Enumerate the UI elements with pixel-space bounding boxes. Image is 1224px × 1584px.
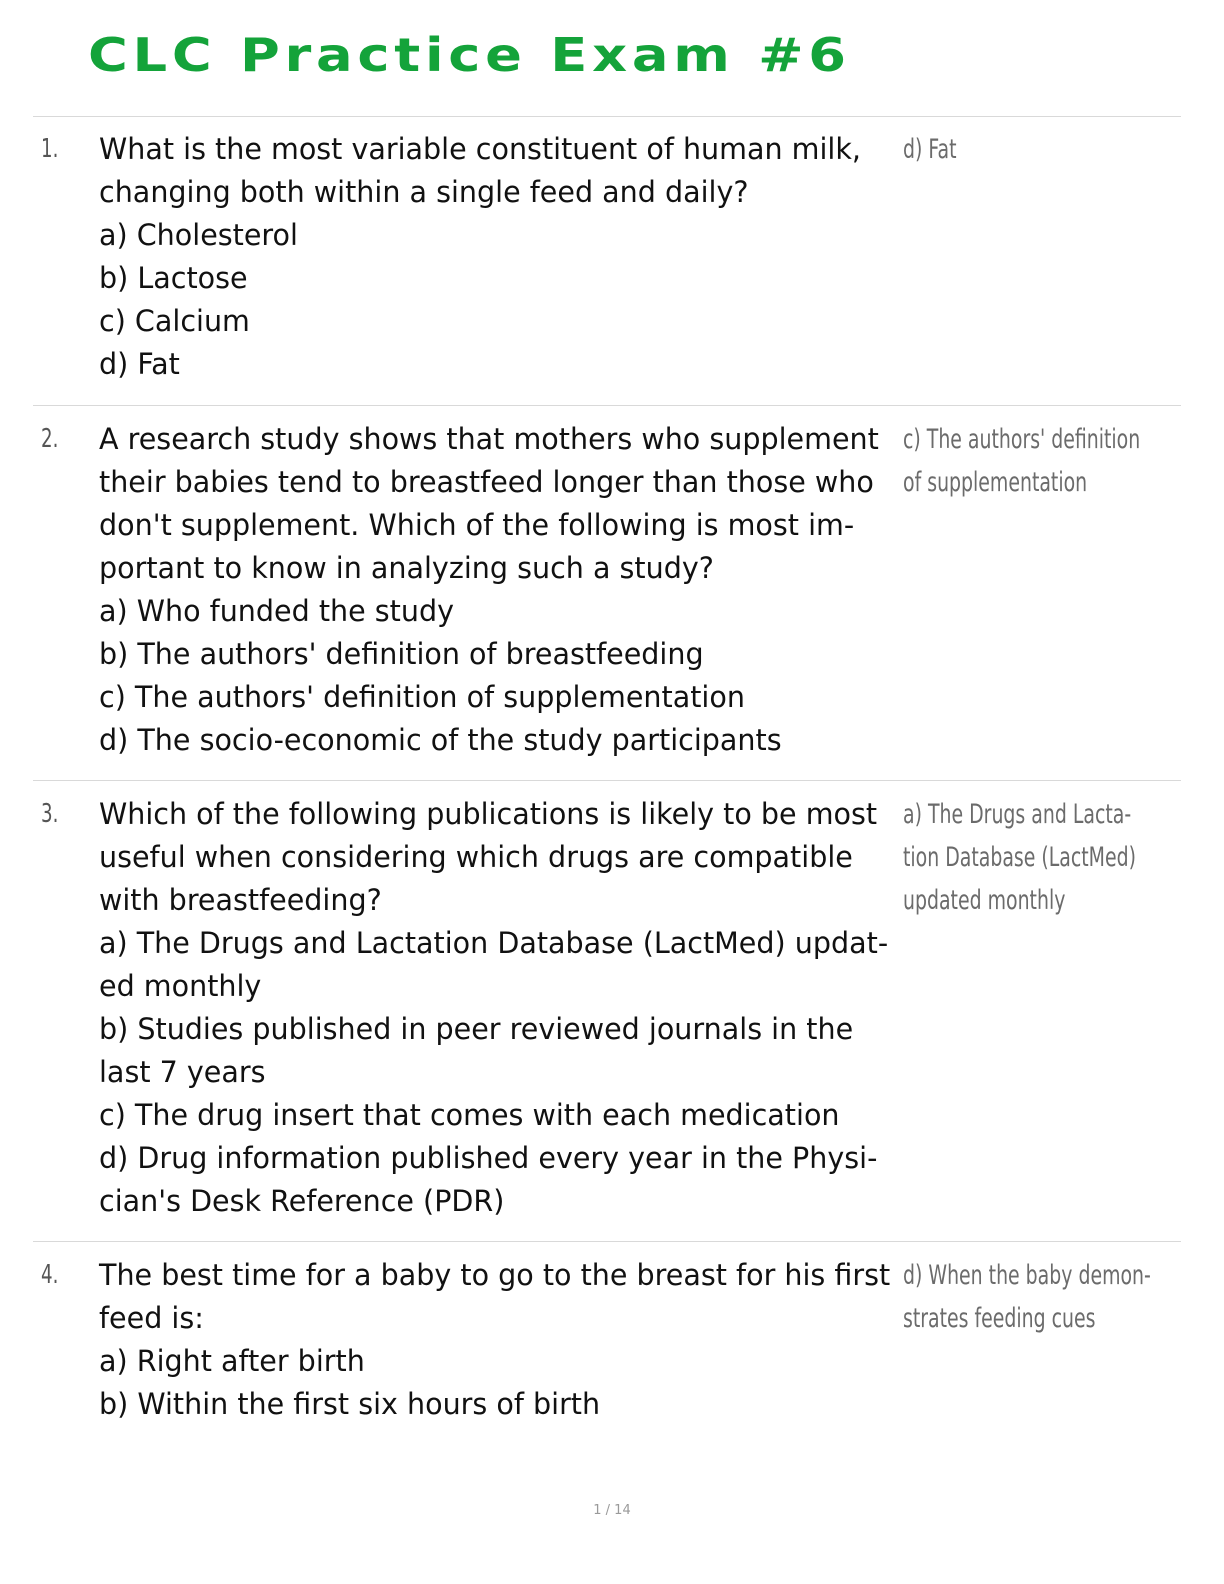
question-number: 3.	[41, 799, 59, 829]
question-number: 2.	[41, 424, 59, 454]
question-number: 4.	[41, 1260, 59, 1290]
option-c: c) The drug insert that comes with each medication	[99, 1098, 840, 1132]
question-text-line: don't supplement. Which of the following is most im-	[99, 508, 855, 542]
answer-line: tion Database (LactMed)	[903, 842, 1137, 873]
question-text-line: The best time for a baby to go to the breast for his first	[99, 1258, 891, 1292]
answer	[903, 793, 1203, 922]
question-text-line: What is the most variable constituent of human milk,	[99, 132, 862, 166]
option-a: a) The Drugs and Lactation Database (LactMed) updat-	[99, 926, 889, 960]
question-body	[99, 793, 899, 1223]
answer-line: d) Fat	[903, 134, 957, 165]
question-text-line: changing both within a single feed and daily?	[99, 175, 749, 209]
option-b: b) Within the first six hours of birth	[99, 1387, 601, 1421]
answer-line: of supplementation	[903, 467, 1088, 498]
question-text-line: useful when considering which drugs are compatible	[99, 840, 853, 874]
option-b-continued: last 7 years	[99, 1055, 266, 1089]
option-d: d) Fat	[99, 347, 180, 381]
option-b: b) Studies published in peer reviewed journals in the	[99, 1012, 854, 1046]
option-c: c) Calcium	[99, 304, 250, 338]
question-text-line: with breastfeeding?	[99, 883, 382, 917]
option-b: b) Lactose	[99, 261, 248, 295]
option-a: a) Who funded the study	[99, 594, 455, 628]
question-text-line: A research study shows that mothers who supplement	[99, 422, 879, 456]
option-b: b) The authors' definition of breastfeeding	[99, 637, 704, 671]
option-a: a) Right after birth	[99, 1344, 365, 1378]
divider	[33, 116, 1181, 117]
divider	[33, 780, 1181, 781]
answer	[903, 128, 1203, 171]
answer-line: d) When the baby demon-	[903, 1260, 1151, 1291]
answer-line: a) The Drugs and Lacta-	[903, 799, 1132, 830]
divider	[33, 1241, 1181, 1242]
option-d: d) The socio-economic of the study participants	[99, 723, 782, 757]
question-text-line: their babies tend to breastfeed longer than those who	[99, 465, 874, 499]
question-body	[99, 1254, 899, 1426]
option-d: d) Drug information published every year in the Physi-	[99, 1141, 878, 1175]
option-a-continued: ed monthly	[99, 969, 262, 1003]
question-text-line: portant to know in analyzing such a study?	[99, 551, 714, 585]
question-text-line: feed is:	[99, 1301, 204, 1335]
option-c: c) The authors' definition of supplementation	[99, 680, 745, 714]
page-title: CLC Practice Exam #6	[88, 28, 851, 82]
question-body	[99, 418, 899, 762]
answer-line: updated monthly	[903, 885, 1066, 916]
option-d-continued: cian's Desk Reference (PDR)	[99, 1184, 505, 1218]
answer	[903, 1254, 1203, 1340]
answer-line: strates feeding cues	[903, 1303, 1096, 1334]
page-number: 1 / 14	[593, 1503, 631, 1518]
question-text-line: Which of the following publications is likely to be most	[99, 797, 878, 831]
answer-line: c) The authors' definition	[903, 424, 1141, 455]
option-a: a) Cholesterol	[99, 218, 298, 252]
question-number: 1.	[41, 134, 59, 164]
divider	[33, 405, 1181, 406]
answer	[903, 418, 1203, 504]
question-body	[99, 128, 899, 386]
